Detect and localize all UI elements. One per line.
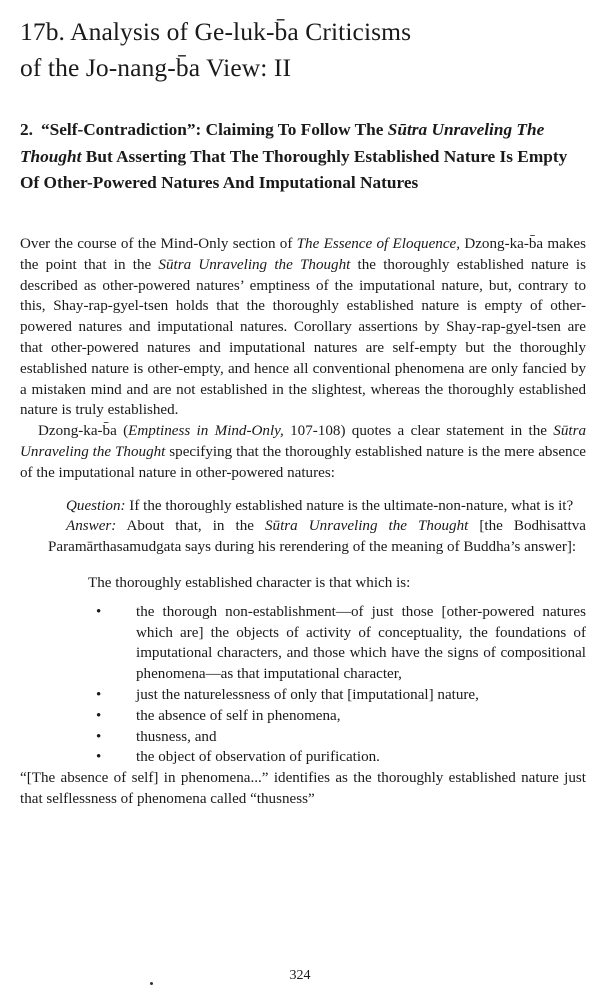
bullet-item (88, 602, 586, 685)
section-heading (20, 117, 585, 197)
p1-text2: Dzong-ka-b̄a makes the point that in the (20, 236, 586, 273)
closing-paragraph: “[The absence of self] in phenomena...” identifies as the thoroughly established nature just that selflessness of phenomena called “thusness” (20, 770, 586, 807)
answer-text2: [the Bodhisattva Paramārthasamudgata says during his rerendering of the meaning of Buddha’s answer]: (48, 518, 586, 556)
answer-title: Sūtra Unraveling the Thought (265, 518, 469, 535)
section-heading-title: Sūtra Unraveling The Thought (20, 120, 545, 166)
bullet-dot: • (96, 603, 102, 620)
paragraph-2 (20, 421, 586, 483)
inner-quote (88, 573, 586, 768)
print-speck (150, 982, 153, 985)
bullet-dot: • (96, 707, 102, 724)
inner-quote-lead: The thoroughly established character is that which is: (88, 574, 411, 591)
quote-answer (48, 516, 586, 558)
block-quote (48, 496, 586, 769)
answer-label: Answer: (66, 518, 117, 535)
p2-title2: Sūtra Unraveling the Thought (20, 423, 586, 460)
bullet-item (88, 706, 586, 727)
bullet-dot: • (96, 749, 102, 766)
bullet-text: the object of observation of purification. (136, 749, 380, 766)
question-label: Question: (66, 497, 126, 514)
bullet-list (88, 602, 586, 768)
bullet-item (88, 747, 586, 768)
chapter-title-line1: 17b. Analysis of Ge-luk-b̄a Criticisms (20, 17, 412, 46)
paragraph-1 (20, 234, 586, 421)
bullet-dot: • (96, 686, 102, 703)
p1-title1: The Essence of Eloquence, (296, 236, 461, 252)
question-text: If the thoroughly established nature is the ultimate-non-nature, what is it? (125, 497, 574, 514)
page-number: 324 (289, 968, 311, 983)
chapter-title (20, 14, 580, 86)
body-text (20, 234, 586, 810)
section-heading-part1: “Self-Contradiction”: Claiming To Follow The (40, 120, 388, 139)
p1-text1: Over the course of the Mind-Only section of (20, 236, 297, 252)
p2-text3: specifying that the thoroughly established nature is the mere absence of the imputational nature in other-powered natures: (20, 443, 586, 481)
bullet-text: the absence of self in phenomena, (136, 707, 341, 724)
quote-question (48, 496, 586, 517)
p2-text1: Dzong-ka-b̄a ( (38, 423, 129, 440)
p1-title2: Sūtra Unraveling the Thought (158, 256, 351, 273)
bullet-item (88, 685, 586, 706)
p2-title1: Emptiness in Mind-Only, (128, 423, 284, 440)
p2-text2: 107-108) quotes a clear statement in the (283, 423, 554, 440)
answer-text1: About that, in the (116, 518, 265, 535)
section-number: 2. (20, 120, 33, 139)
bullet-dot: • (96, 728, 102, 745)
bullet-text: the thorough non-establishment—of just those [other-powered natures which are] the objects of activity of conceptuality, the foundations of imputational characters, and those which have the signs of compositional phenomena—as that imputational character, (136, 603, 586, 683)
p1-text3: the thoroughly established nature is described as other-powered natures’ emptiness of the imputational nature, but, contrary to this, Shay-rap-gyel-tsen holds that the thoroughly established nature is empty of other-powered natures and imputational natures. Corollary assertions by Shay-rap-gyel-tsen are that other-powered natures and imputational natures are self-empty but the thoroughly established nature is other-empty, and hence all conventional phenomena are only fancied by a mistaken mind and are not established in the slightest, whereas the thoroughly established nature is truly established. (20, 256, 586, 419)
section-heading-part2: But Asserting That The Thoroughly Established Nature Is Empty Of Other-Powered Natures And Imputational Natures (20, 146, 568, 192)
bullet-item (88, 727, 586, 748)
bullet-text: thusness, and (136, 728, 217, 745)
bullet-text: just the naturelessness of only that [imputational] nature, (136, 686, 479, 703)
chapter-title-line2: of the Jo-nang-b̄a View: II (20, 53, 292, 82)
